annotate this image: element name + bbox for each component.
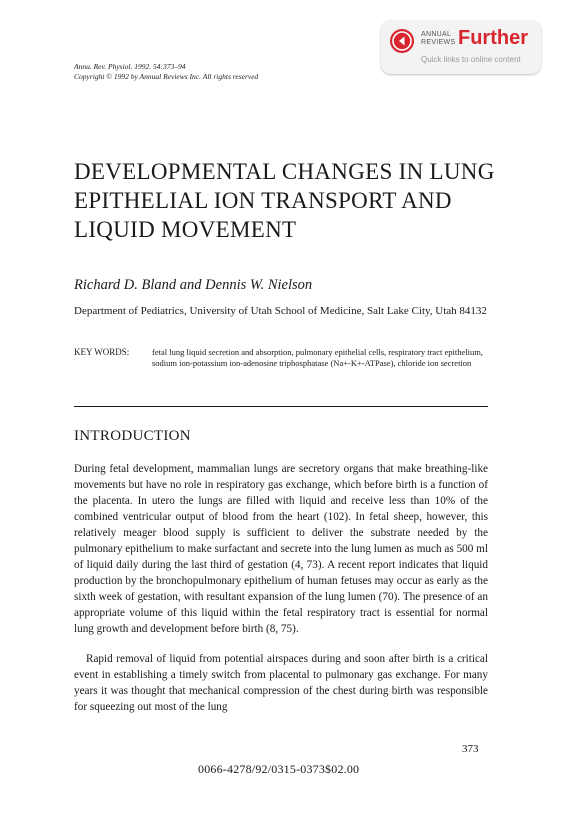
section-divider (74, 406, 488, 407)
author-affiliation: Department of Pediatrics, University of Utah School of Medicine, Salt Lake City, Utah 84132 (74, 305, 487, 317)
badge-subtitle: Quick links to online content (421, 55, 521, 64)
article-code: 0066-4278/92/0315-0373$02.00 (198, 762, 360, 776)
body-paragraph: During fetal development, mammalian lungs are secretory organs that make breathing-like movements but have no role in respiratory gas exchange, which before birth is a function of the placenta. In utero the lungs are filled with liquid and receive less than 10% of the combined ventricular output of blood from the heart (102). In fetal sheep, however, this relatively meager blood supply is sufficient to deliver the substrate needed by the pulmonary epithelium to make surfactant and secrete into the lung lumen as much as 500 ml of liquid daily during the last third of gestation (4, 73). A recent report indicates that liquid production by the bronchopulmonary epithelium of human fetuses may occur as early as the sixth week of gestation, with resultant expansion of the lung lumen (70). The presence of an appropriate volume of this liquid within the fetal respiratory tract is essential for normal lung growth and development before birth (8, 75). (74, 463, 488, 635)
keywords-text: fetal lung liquid secretion and absorption, pulmonary epithelial cells, respiratory tract epithelium, sodium ion-potassium ion-adenosine triphosphatase (Na+-K+-ATPase), chloride ion secretion (152, 347, 483, 368)
further-badge[interactable] (381, 20, 541, 74)
article-title: DEVELOPMENTAL CHANGES IN LUNG EPITHELIAL ION TRANSPORT AND LIQUID MOVEMENT (74, 159, 495, 242)
badge-further-text: Further (458, 27, 528, 49)
badge-annual-text: ANNUAL (421, 31, 452, 38)
badge-reviews-text: REVIEWS (421, 39, 456, 46)
article-authors: Richard D. Bland and Dennis W. Nielson (74, 277, 313, 293)
body-paragraph: Rapid removal of liquid from potential airspaces during and soon after birth is a critical event in establishing a timely switch from placental to pulmonary gas exchange. For many years it was thought that mechanical compression of the chest during birth was responsible for squeezing out most of the lung (74, 653, 488, 713)
page-number: 373 (462, 743, 479, 755)
journal-citation: Annu. Rev. Physiol. 1992. 54:373–94 (74, 62, 186, 71)
keywords-label: KEY WORDS: (74, 347, 130, 357)
play-back-icon (390, 29, 414, 53)
copyright-notice: Copyright © 1992 by Annual Reviews Inc. All rights reserved (74, 72, 259, 81)
section-heading: INTRODUCTION (74, 428, 191, 444)
